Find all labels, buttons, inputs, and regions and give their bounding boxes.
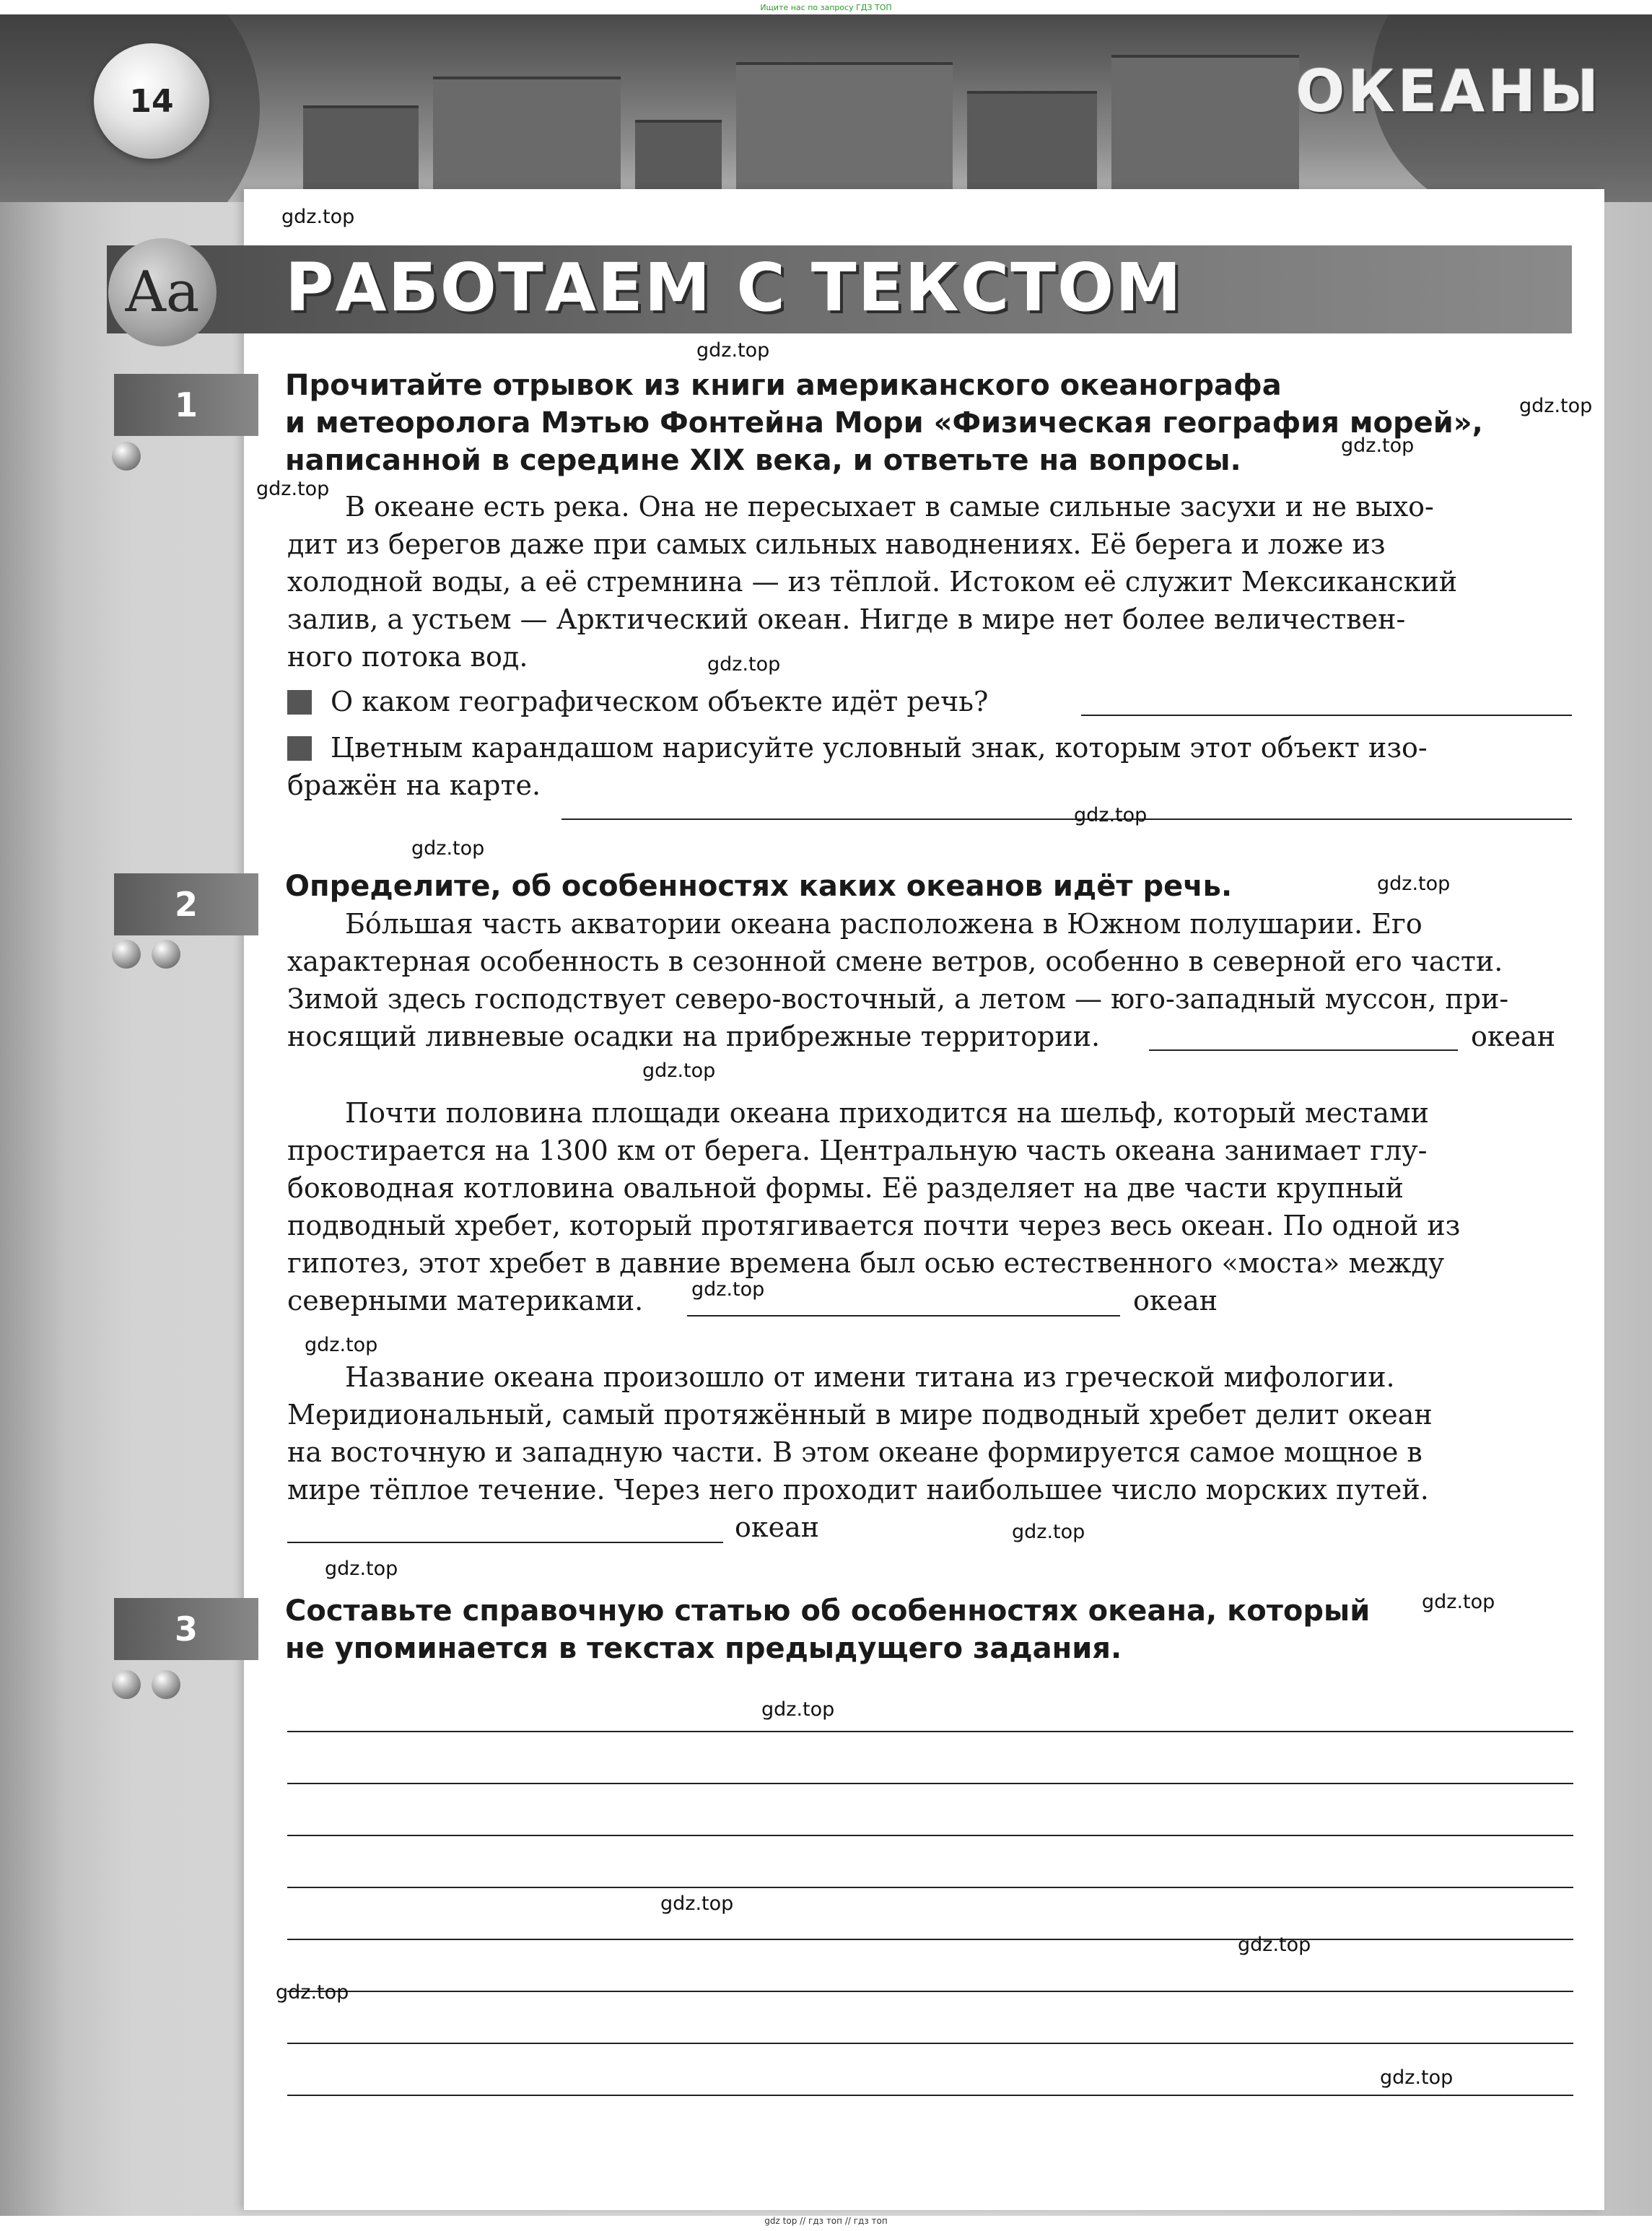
- task-1-text-line: ного потока вод.: [287, 641, 528, 673]
- task-2-text-line: простирается на 1300 км от берега. Центральную часть океана занимает глу-: [287, 1135, 1428, 1166]
- task-1-text-line: дит из берегов даже при самых сильных наводнениях. Её берега и ложе из: [287, 528, 1386, 560]
- task-2-text-line: Меридиональный, самый протяжённый в мире подводный хребет делит океан: [287, 1399, 1433, 1431]
- task-3-heading: Составьте справочную статью об особенностях океана, который: [285, 1594, 1371, 1628]
- task-1-heading: написанной в середине XIX века, и ответьте на вопросы.: [285, 444, 1241, 477]
- watermark: gdz.top: [1380, 2066, 1454, 2089]
- watermark: gdz.top: [256, 478, 330, 500]
- page-topic: ОКЕАНЫ: [1295, 58, 1601, 125]
- watermark: gdz.top: [660, 1892, 734, 1915]
- watermark: gdz.top: [1422, 1591, 1495, 1613]
- answer-line[interactable]: [1149, 1049, 1458, 1051]
- task-1-number: 1: [114, 374, 258, 436]
- task-1-heading: и метеоролога Мэтью Фонтейна Мори «Физическая география морей»,: [285, 406, 1483, 440]
- watermark: gdz.top: [1377, 873, 1451, 895]
- answer-line[interactable]: [287, 1939, 1573, 1940]
- task-2-text-line: подводный хребет, который протягивается почти через весь океан. По одной из: [287, 1210, 1461, 1241]
- difficulty-ball-icon: [112, 1670, 141, 1699]
- task-2-text-line: Почти половина площади океана приходится на шельф, который местами: [345, 1097, 1429, 1129]
- answer-line[interactable]: [287, 2095, 1573, 2096]
- difficulty-ball-icon: [112, 940, 141, 969]
- task-1-question: Цветным карандашом нарисуйте условный знак, которым этот объект изо-: [331, 732, 1428, 764]
- answer-line[interactable]: [287, 1835, 1573, 1836]
- watermark: gdz.top: [761, 1698, 835, 1721]
- task-2-text-line: Зимой здесь господствует северо-восточный, а летом — юго-западный муссон, при-: [287, 983, 1509, 1015]
- task-1-text-line: залив, а устьем — Арктический океан. Нигде в мире нет более величествен-: [287, 603, 1406, 635]
- watermark: gdz.top: [691, 1278, 765, 1301]
- watermark: gdz.top: [281, 206, 355, 228]
- watermark: gdz.top: [1519, 395, 1593, 417]
- answer-line[interactable]: [287, 2043, 1573, 2044]
- watermark: gdz.top: [1012, 1521, 1085, 1543]
- task-3-number: 3: [114, 1598, 258, 1660]
- watermark: gdz.top: [696, 339, 770, 362]
- section-icon: Aa: [108, 238, 217, 346]
- watermark: gdz.top: [1074, 804, 1148, 826]
- watermark: gdz.top: [1238, 1934, 1311, 1956]
- task-2-heading: Определите, об особенностях каких океанов идёт речь.: [285, 870, 1233, 903]
- task-1-question: О каком географическом объекте идёт речь?: [331, 686, 989, 717]
- task-2-text-line: мире тёплое течение. Через него проходит наибольшее число морских путей.: [287, 1474, 1429, 1506]
- task-2-text-line: северными материками.: [287, 1285, 644, 1317]
- section-title: РАБОТАЕМ С ТЕКСТОМ: [285, 249, 1183, 326]
- task-2-text-line: гипотез, этот хребет в давние времена был осью естественного «моста» между: [287, 1247, 1445, 1279]
- answer-line[interactable]: [287, 1731, 1573, 1732]
- difficulty-ball-icon: [152, 940, 180, 969]
- answer-line[interactable]: [287, 1783, 1573, 1784]
- task-1-heading: Прочитайте отрывок из книги американского океанографа: [285, 369, 1282, 402]
- answer-line[interactable]: [1081, 715, 1572, 716]
- answer-line[interactable]: [287, 1542, 723, 1543]
- square-bullet-icon: [287, 690, 312, 715]
- task-3-heading: не упоминается в текстах предыдущего задания.: [285, 1632, 1122, 1665]
- task-1-text-line: В океане есть река. Она не пересыхает в самые сильные засухи и не выхо-: [345, 491, 1434, 523]
- watermark: gdz.top: [305, 1334, 378, 1356]
- task-2-text-line: Название океана произошло от имени титана из греческой мифологии.: [345, 1361, 1395, 1393]
- answer-line[interactable]: [287, 1991, 1573, 1992]
- answer-line[interactable]: [687, 1315, 1120, 1317]
- top-note: Ищите нас по запросу ГДЗ ТОП: [760, 3, 892, 12]
- watermark: gdz.top: [276, 1981, 349, 2004]
- answer-line[interactable]: [561, 818, 1572, 820]
- task-2-text-line: Бóльшая часть акватории океана расположена в Южном полушарии. Его: [345, 908, 1422, 940]
- task-1-question: бражён на карте.: [287, 769, 541, 801]
- watermark: gdz.top: [1341, 435, 1415, 457]
- answer-line[interactable]: [287, 1887, 1573, 1888]
- watermark: gdz.top: [642, 1060, 716, 1082]
- page-number: 14: [94, 43, 209, 159]
- task-2-text-line: на восточную и западную части. В этом океане формируется самое мощное в: [287, 1436, 1422, 1468]
- answer-word: океан: [735, 1511, 820, 1543]
- task-1-text-line: холодной воды, а её стремнина — из тёплой. Истоком её служит Мексиканский: [287, 566, 1458, 598]
- bottom-note: gdz top // гдз топ // гдз топ: [764, 2216, 888, 2226]
- answer-word: океан: [1133, 1285, 1218, 1317]
- watermark: gdz.top: [411, 837, 485, 860]
- watermark: gdz.top: [325, 1558, 398, 1580]
- difficulty-ball-icon: [112, 442, 141, 471]
- watermark: gdz.top: [707, 653, 781, 676]
- task-2-text-line: характерная особенность в сезонной смене ветров, особенно в северной его части.: [287, 946, 1503, 977]
- answer-word: океан: [1471, 1021, 1556, 1052]
- task-2-text-line: носящий ливневые осадки на прибрежные территории.: [287, 1021, 1101, 1052]
- task-2-text-line: боководная котловина овальной формы. Её разделяет на две части крупный: [287, 1172, 1404, 1204]
- difficulty-ball-icon: [152, 1670, 180, 1699]
- square-bullet-icon: [287, 736, 312, 761]
- task-2-number: 2: [114, 873, 258, 935]
